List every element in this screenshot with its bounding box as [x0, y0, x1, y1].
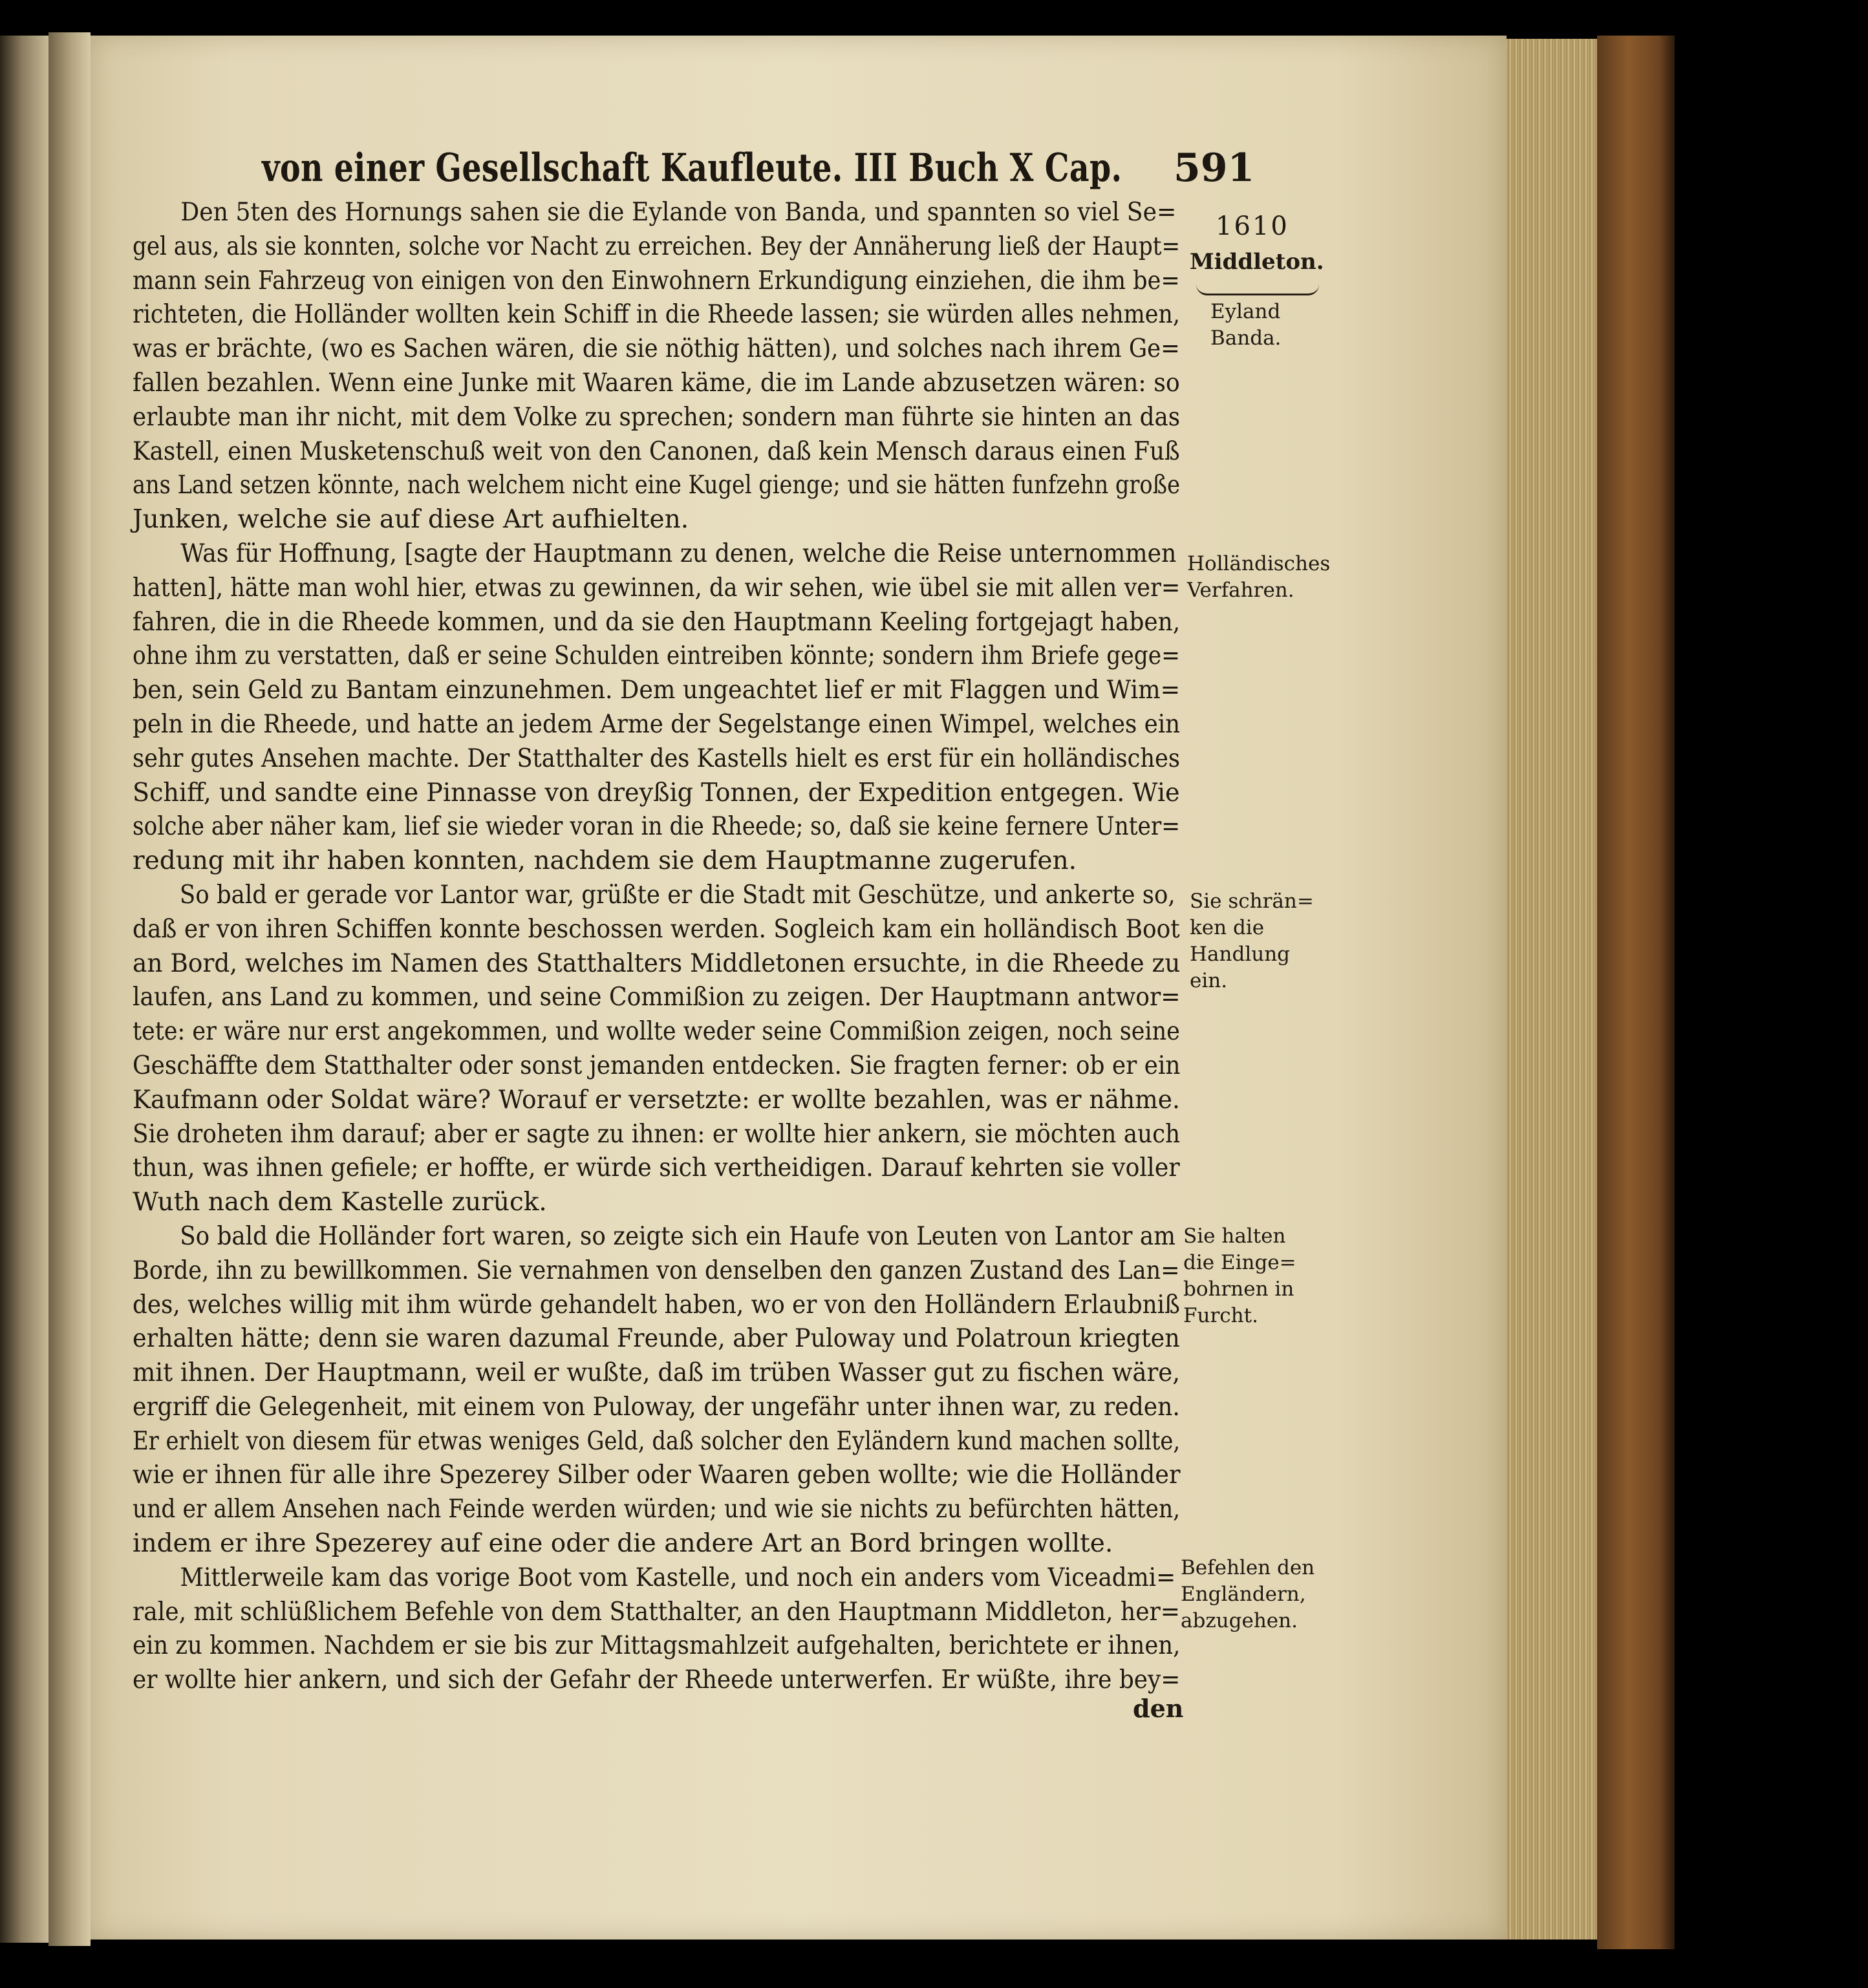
text-line: des, welches willig mit ihm würde gehandelt haben, wo er von den Holländern Erlaubniß [133, 1290, 1180, 1320]
margin-note-line: Eyland [1210, 300, 1281, 323]
margin-note-line: Sie halten [1183, 1224, 1286, 1248]
margin-note-line: Befehlen den [1181, 1556, 1315, 1579]
margin-note-line: Holländisches [1187, 552, 1331, 575]
text-line: Er erhielt von diesem für etwas weniges Geld, daß solcher den Eyländern kund machen sollte, [133, 1426, 1181, 1456]
text-line: daß er von ihren Schiffen konnte beschossen werden. Sogleich kam ein holländisch Boot [133, 914, 1180, 944]
margin-note-hollaendisches-verfahren [1187, 551, 1330, 604]
text-line: Borde, ihn zu bewillkommen. Sie vernahmen von denselben den ganzen Zustand des Lan= [133, 1256, 1180, 1285]
text-line: solche aber näher kam, lief sie wieder voran in die Rheede; so, daß sie keine fernere Unter= [133, 812, 1181, 842]
text-line: fallen bezahlen. Wenn eine Junke mit Waaren käme, die im Lande abzusetzen wären: so [133, 368, 1180, 398]
text-line: rale, mit schlüßlichem Befehle von dem Statthalter, an den Hauptmann Middleton, her= [133, 1597, 1181, 1627]
margin-note-middleton: Middleton. [1190, 249, 1324, 275]
text-line: gel aus, als sie konnten, solche vor Nacht zu erreichen. Bey der Annäherung ließ der Haupt= [133, 231, 1181, 261]
text-line: mann sein Fahrzeug von einigen von den Einwohnern Erkundigung einziehen, die ihm be= [133, 266, 1180, 295]
text-line: richteten, die Holländer wollten kein Schiff in die Rheede lassen; sie würden alles nehmen, [133, 300, 1181, 330]
text-line: Wuth nach dem Kastelle zurück. [133, 1188, 547, 1217]
text-line: Kastell, einen Musketenschuß weit von den Canonen, daß kein Mensch daraus einen Fuß [133, 436, 1180, 466]
text-line: peln in die Rheede, und hatte an jedem Arme der Segelstange einen Wimpel, welches ein [133, 709, 1181, 739]
text-line: Geschäffte dem Statthalter oder sonst jemanden entdecken. Sie fragten ferner: ob er ein [133, 1051, 1181, 1080]
text-line: erhalten hätte; denn sie waren dazumal Freunde, aber Puloway und Polatroun kriegten [133, 1324, 1180, 1354]
text-line: er wollte hier ankern, und sich der Gefahr der Rheede unterwerfen. Er wüßte, ihre bey= [133, 1665, 1181, 1695]
text-line: thun, was ihnen gefiele; er hoffte, er würde sich vertheidigen. Darauf kehrten sie voller [133, 1153, 1180, 1183]
text-line: an Bord, welches im Namen des Statthalters Middletonen ersuchte, in die Rheede zu [133, 948, 1181, 978]
text-line: So bald die Holländer fort waren, so zeigte sich ein Haufe von Leuten von Lantor am [180, 1221, 1176, 1251]
margin-note-eyland-banda [1210, 299, 1281, 352]
text-line: wie er ihnen für alle ihre Spezerey Silber oder Waaren geben wollte; wie die Holländer [133, 1460, 1181, 1490]
margin-note-line: abzugehen. [1181, 1609, 1298, 1632]
text-line: und er allem Ansehen nach Feinde werden würden; und wie sie nichts zu befürchten hätten, [133, 1495, 1181, 1524]
text-line: Was für Hoffnung, [sagte der Hauptmann zu denen, welche die Reise unternommen [180, 539, 1177, 568]
text-line: So bald er gerade vor Lantor war, grüßte er die Stadt mit Geschütze, und ankerte so, [179, 880, 1176, 910]
margin-note-line: Banda. [1210, 326, 1282, 350]
margin-note-line: die Einge= [1183, 1251, 1296, 1274]
text-line: ben, sein Geld zu Bantam einzunehmen. Dem ungeachtet lief er mit Flaggen und Wim= [133, 676, 1181, 705]
text-line: sehr gutes Ansehen machte. Der Statthalter des Kastells hielt es erst für ein holländisches [133, 743, 1180, 773]
margin-note-line: Furcht. [1183, 1304, 1258, 1327]
text-line: hatten], hätte man wohl hier, etwas zu gewinnen, da wir sehen, wie übel sie mit allen ver= [133, 573, 1181, 603]
text-line: Den 5ten des Hornungs sahen sie die Eylande von Banda, und spannten so viel Se= [180, 198, 1177, 227]
page-number: 591 [1174, 145, 1255, 191]
text-line: was er brächte, (wo es Sachen wären, die sie nöthig hätten), und solches nach ihrem Ge= [133, 334, 1180, 364]
text-line: redung mit ihr haben konnten, nachdem sie dem Hauptmanne zugerufen. [133, 846, 1077, 876]
text-line: Schiff, und sandte eine Pinnasse von dreyßig Tonnen, der Expedition entgegen. Wie [133, 778, 1180, 807]
margin-note-line: ein. [1190, 969, 1228, 992]
margin-note-line: ken die [1190, 916, 1265, 939]
running-head: von einer Gesellschaft Kaufleute. III Buch X Cap. [262, 145, 1122, 191]
text-line: Kaufmann oder Soldat wäre? Worauf er versetzte: er wollte bezahlen, was er nähme. [133, 1085, 1180, 1115]
margin-note-befehlen-abzugehen [1181, 1555, 1315, 1634]
text-line: Sie droheten ihm darauf; aber er sagte zu ihnen: er wollte hier ankern, sie möchten auch [133, 1119, 1181, 1149]
text-line: laufen, ans Land zu kommen, und seine Commißion zu zeigen. Der Hauptmann antwor= [133, 983, 1181, 1012]
margin-note-line: Handlung [1190, 943, 1291, 966]
margin-note-halten-furcht [1183, 1223, 1296, 1329]
text-line: ein zu kommen. Nachdem er sie bis zur Mittagsmahlzeit aufgehalten, berichtete er ihnen, [133, 1631, 1181, 1661]
text-line: Mittlerweile kam das vorige Boot vom Kastelle, und noch ein anders vom Viceadmi= [180, 1563, 1176, 1592]
margin-note-schraenken-handlung [1190, 888, 1314, 994]
margin-note-line: Verfahren. [1187, 579, 1294, 602]
text-line: ans Land setzen könnte, nach welchem nicht eine Kugel gienge; und sie hätten funfzehn große [133, 471, 1180, 500]
text-line: tete: er wäre nur erst angekommen, und wollte weder seine Commißion zeigen, noch seine [133, 1017, 1180, 1047]
text-line: ohne ihm zu verstatten, daß er seine Schulden eintreiben könnte; sondern ihm Briefe gege= [133, 641, 1181, 671]
text-line: fahren, die in die Rheede kommen, und da sie den Hauptmann Keeling fortgejagt haben, [133, 607, 1181, 637]
text-line: mit ihnen. Der Hauptmann, weil er wußte, daß im trüben Wasser gut zu fischen wäre, [133, 1358, 1181, 1388]
text-line: erlaubte man ihr nicht, mit dem Volke zu sprechen; sondern man führte sie hinten an das [133, 402, 1181, 432]
catchword: den [1133, 1694, 1184, 1723]
margin-note-line: Engländern, [1181, 1583, 1306, 1606]
margin-note-year: 1610 [1216, 211, 1289, 241]
text-line: ergriff die Gelegenheit, mit einem von Puloway, der ungefähr unter ihnen war, zu reden. [133, 1392, 1180, 1422]
text-line: indem er ihre Spezerey auf eine oder die andere Art an Bord bringen wollte. [133, 1529, 1113, 1559]
margin-note-line: Sie schrän= [1190, 890, 1314, 913]
margin-bracket [1196, 284, 1319, 295]
text-line: Junken, welche sie auf diese Art aufhielten. [133, 505, 689, 535]
margin-note-line: bohrnen in [1183, 1277, 1294, 1301]
